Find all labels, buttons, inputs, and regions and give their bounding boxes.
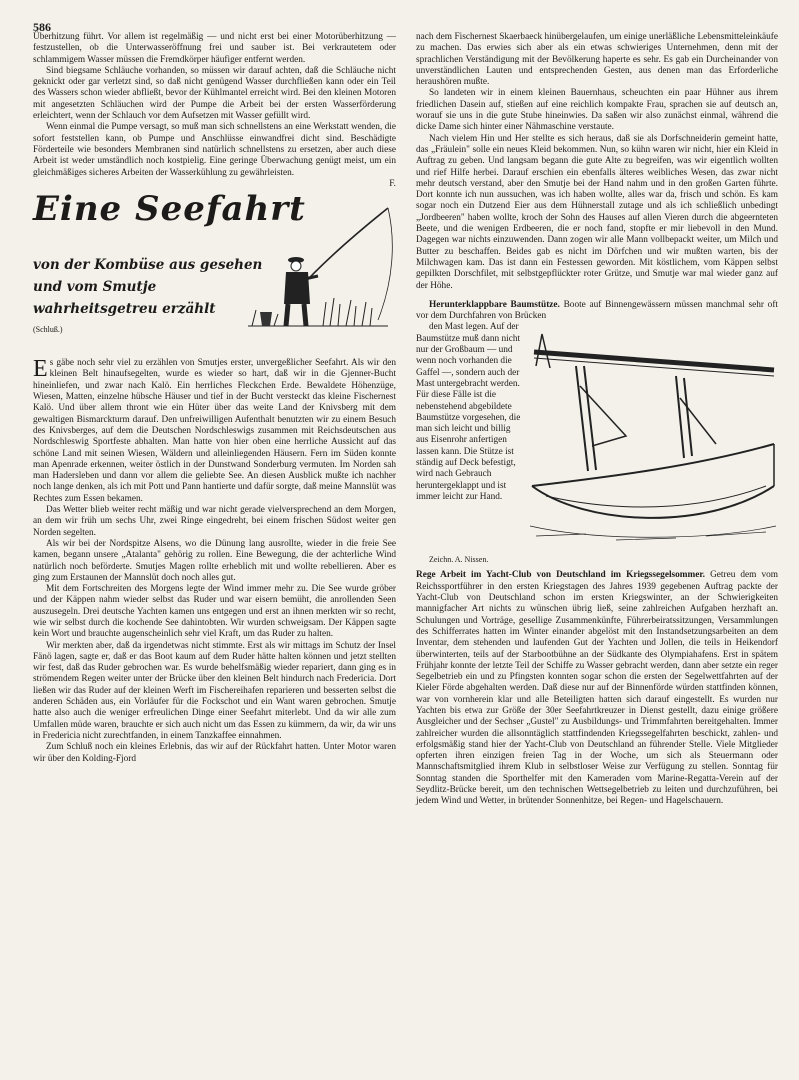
mast-support-intro: Herunterklappbare Baumstütze. Boote auf Binnengewässern müssen manchmal sehr oft vor dem Durchfahren von Brücken [416, 299, 779, 322]
yacht-club-title: Rege Arbeit im Yacht-Club von Deutschland im Kriegssegelsommer. [416, 570, 706, 581]
story-paragraph: So landeten wir in einem kleinen Bauernhaus, scheuchten ein paar Hühner aus ihrem friedlichen Dasein auf, stießen auf eine reichlich kompakte Frau, sprachen sie auf deutsch an, worauf sie uns in die gute Stube hineinwies. Da saßen wir also zunächst einmal, während die dicke Dame sich hinter einer Nähmaschine verstaute. [416, 88, 778, 133]
fisherman-illustration [238, 202, 398, 332]
continuation-note: (Schluß.) [33, 325, 63, 335]
drop-cap: E [33, 356, 48, 383]
right-column [416, 32, 778, 808]
story-paragraph: Mit dem Fortschreiten des Morgens legte der Wind immer mehr zu. Die See wurde gröber und der Käppen nahm wieder selbst das Ruder und war eisern bemüht, die anrollenden Seen auszusegeln. Drei deutsche Yachten kamen uns entgegen und erst an ihnen merkten wir so recht, wie wir selbst durch die kochende See dahintobten. Wir wurden schweigsam. Der Käppen sagte kein Wort und brauchte augenscheinlich sehr viel Kraft, um das Ruder zu halten. [33, 584, 396, 640]
mast-support-text: den Mast legen. Auf der Baumstütze muß dann nicht nur der Großbaum — und wenn noch vorhanden die Gaffel —, sondern auch der Mast untergebracht werden. Für diese Fälle ist die nebenstehend abgebildete Baumstütze vorgesehen, die man sich leicht und billig aus Eisenrohr anfertigen lassen kann. Die Stütze ist ständig auf Deck befestigt, wird nach Gebrauch heruntergeklappt und ist immer leicht zur Hand. [416, 322, 521, 502]
article-title: Eine Seefahrt [33, 189, 306, 230]
mast-support-title: Herunterklappbare Baumstütze. [429, 299, 560, 310]
story-paragraph: Das Wetter blieb weiter recht mäßig und war nicht gerade vielversprechend an dem Morgen, an dem wir früh um sechs Uhr, zwei Ringe eingedreht, bei einem frischen Südost weiter gen Norden segelten. [33, 505, 396, 538]
mast-support-drawing [526, 326, 778, 564]
illustration-credit: Zeichn. A. Nissen. [429, 555, 489, 565]
intro-paragraph: Sind biegsame Schläuche vorhanden, so müssen wir darauf achten, daß die Schläuche nicht geknickt oder gar verletzt sind, so daß nicht genügend Wasser durchfließen kann oder ein Teil des Wassers schon wieder abfließt, bevor der Kühlmantel erreicht wird. Bei den kleinen Motoren mit angesetzten Schläuchen wird der Pumpe die Arbeit bei der ersten Wasserförderung erleichtert, wenn der Schlauch vor dem Aufsetzen mit Wasser gefüllt wird. [33, 65, 396, 122]
intro-signature: F. [389, 178, 396, 189]
story-paragraph: nach dem Fischernest Skaerbaeck hinübergelaufen, um einige unerläßliche Lebensmitteleinkäufe zu machen. Das erwies sich aber als ein etwas schwieriges Unternehmen, denn mit der sprachlichen Verständigung mit der Bevölkerung haperte es sehr. Es gab ein Durcheinander von unverständlichen Lauten und entsprechenden Gesten, aus denen man das Erforderliche heraushören mußte. [416, 32, 778, 88]
article-subtitle-line: und vom Smutje [33, 279, 157, 296]
article-subtitle-line: von der Kombüse aus gesehen [33, 257, 263, 274]
article-subtitle-line: wahrheitsgetreu erzählt [33, 301, 216, 318]
yacht-club-article: Rege Arbeit im Yacht-Club von Deutschland im Kriegssegelsommer. Getreu dem vom Reichssportführer in den ersten Kriegstagen des Jahres 1939 gegebenen Auftrag packte der Yacht-Club von Deutschland schon im ersten Kriegswinter, an der Schwierigkeiten mannigfacher Art nichts zu wünschen übrig ließ, seine zahlreichen Aufgaben herzhaft an. Schulungen und Vorträge, gesellige Zusammenkünfte, Führerbeiratssitzungen, Versammlungen des Schifferrates hatten im Winter einander abgelöst mit den Instandsetzungsarbeiten an dem Inventar, dem stehenden und laufenden Gut der Yachten und Jollen, die teils in Heikendorf überwinterten, teils auf der Starbootbühne an der Südkante des Olympiahafens. Erst in spätem Frühjahr konnte der letzte Teil der Schiffe zu Wasser gebracht werden, dann aber setzte ein reger Segelbetrieb ein und zu Pfingsten konnten sogar schon die ersten der Segelwettfahrten auf der Kieler Förde abgehalten werden. Daß diese nur auf der Binnenförde würden stattfinden können, war von vornherein klar und alle Beteiligten hatten sich darauf eingestellt. Es wurden nur Yachten bis etwa zur Größe der 30er Seefahrtkreuzer in Dienst gestellt, dazu einige größere Ausgleicher und der Sechser „Gustel" zu Ausbildungs- und Trimmfahrten bereitgehalten. Immer zahlreicher wurden die allsonntäglich stattfindenden Kriegssegelfahrten beschickt, zahlen- und erfolgsmäßig stand hier der Yacht-Club von Deutschland an führender Stelle. Viele Mitglieder opferten ihren einzigen freien Tag in der Woche, um sich als Steuermann oder Mannschaftsmitglied ihrem Klub in selbstloser Weise zur Verfügung zu stellen. Sonntag für Sonntag standen die Sporthelfer mit den Kameraden vom Marine-Regatta-Verein auf der Seydlitz-Brücke bereit, um den technischen Wettsegelbetrieb zu leiten und durchzuführen, bei jedem Wind und Wetter, in brütender Sonnenhitze, bei Regen- und Hagelschauern. [416, 570, 778, 807]
story-paragraph: Nach vielem Hin und Her stellte es sich heraus, daß sie als Dorfschneiderin gemeint hatte, das „Fräulein" solle ein neues Kleid bekommen. Nun, so kühn waren wir nicht, hier ein Kleid in Auftrag zu geben. Und langsam begann die gute Alte zu begreifen, was wir eigentlich wollten und rief Hilfe herbei. Darauf erschien ein ebenfalls älteres weibliches Wesen, das zwar nicht mehr deutsch verstand, aber den Smutje bei der Hand nahm und in den großen Garten führte. Dort konnte ich nun aussuchen, was ich haben wollte, alles war da, frisch und schön. Es kam sogar noch ein Dutzend Eier aus dem Hühnerstall zutage und als ich schließlich unbedingt „Jordbeeren" haben wollte, kroch der Sohn des Hauses auf allen Vieren durch die abgeernteten Beete, und die wenigen Erdbeeren, die er noch fand, stopfte er mir liebevoll in den Mund. Dagegen war nichts einzuwenden. Dann zogen wir alle Mann vollbepackt weiter, um Milch und Butter zu beschaffen. Beides gab es nicht im Dörfchen und wir mußten warten, bis der Milchwagen kam. Das ist dann ein Festessen geworden. Mit köstlichem, vom Käppen selbst gepilkten Dorschfilet, mit selbstgepflückter roter Grütze, und Smutje war mal wieder ganz auf der Höhe. [416, 133, 778, 291]
intro-paragraph: Überhitzung führt. Vor allem ist regelmäßig — und nicht erst bei einer Motorüberhitzung — festzustellen, ob die Unterwasseröffnung frei und sauber ist. Bei verkrautetem oder schlammigem Wasser müssen die Fremdkörper häufiger entfernt werden. [33, 32, 396, 65]
intro-paragraph: Wenn einmal die Pumpe versagt, so muß man sich schnellstens an eine Werkstatt wenden, die sofort feststellen kann, ob Pumpe und Anschlüsse einwandfrei dicht sind. Beschädigte Förderteile wie besonders Membranen sind natürlich schnellstens zu ersetzen, aber auch diese Arbeit ist weder umständlich noch kostpielig. Eine geringe Überwachung genügt meist, um ein gleichmäßiges sicheres Arbeiten der Wasserkühlung zu gewährleisten. [33, 122, 396, 178]
left-column [33, 32, 396, 765]
article-heading [33, 189, 396, 348]
mast-support-article [416, 300, 778, 571]
story-paragraph: Wir merkten aber, daß da irgendetwas nicht stimmte. Erst als wir mittags im Schutz der Insel Fänö lagen, sagte er, daß er das Boot kaum auf dem Ruder hätte halten können und jetzt stellten wir fest, daß das Ruder gebrochen war. Es wurde behelfsmäßig wieder repariert, dann ging es in strömendem Regen weiter unter der Brücke über den kleinen Belt hindurch nach Fredericia. Dort ließen wir das Ruder auf der kleinen Werft im Fischereihafen reparieren und besserten selbst die anderen Schäden aus, ein Vorläufer für die Fockschot und ein Want waren gebrochen. Smutje hatte also auch die weniger erfreulichen Dinge einer Seefahrt miterlebt. Und da wir alle zum Umfallen müde waren, brauchte er sich auch nicht um das Essen zu kümmern, da wir, da wir uns in Fredericia nicht zurechtfanden, in einem Tanzkaffee einnahmen. [33, 640, 396, 741]
page-number: 586 [33, 20, 51, 34]
story-paragraph: Als wir bei der Nordspitze Alsens, wo die Dünung lang ausrollte, wieder in die freie See kamen, begann unsere „Atalanta" gehörig zu rollen. Eine Bewegung, die der achterliche Wind natürlich noch beförderte. Smutjes Magen rollte erheblich mit und wollte rebellieren. Aber es ging zum Erstaunen der Mannslüt doch noch alles gut. [33, 538, 396, 583]
story-paragraph: Zum Schluß noch ein kleines Erlebnis, das wir auf der Rückfahrt hatten. Unter Motor waren wir über den Kolding-Fjord [33, 742, 396, 764]
story-paragraph: Es gäbe noch sehr viel zu erzählen von Smutjes erster, unvergeßlicher Seefahrt. Als wir den kleinen Belt hinaufsegelten, wurde es wieder so hart, daß wir in die Gjenner-Bucht hineinliefen, und zwar nach Kalö. Ein herrliches Fleckchen Erde. Bewaldete Höhenzüge, Wiesen, Matten, einzelne hübsche Häuser und tief in der Bucht versteckt das kleine Fischernest Kalö. Und über allem thront wie ein Hüter über das weite Land der Knivsberg mit dem gewaltigen Bismarckturm darauf. Den unfreiwilligen Aufenthalt benutzten wir zu einem Besuch des Knivsberges, auf dem die Deutschen Nordschleswigs zusammen mit Reichsdeutschen aus Nordschleswig Sportfeste abhalten. Man hatte von hier oben eine herrliche Aussicht auf das schöne Land mit seinen Wiesen, Wäldern und alleinliegenden Häusern. Fern im Süden konnte man Apenrade erkennen, weiter östlich in der Dunstwand Sonderburg vermuten. Im Norden sah man Hadersleben und dann vor allem die geliebte See. An diesen Ausblick mußte ich nachher noch lange denken, als ich mit Pott und Pann hantierte und dafür sorgte, daß meine Mannslüt was Rechtes zum Essen bekamen. [33, 356, 396, 504]
